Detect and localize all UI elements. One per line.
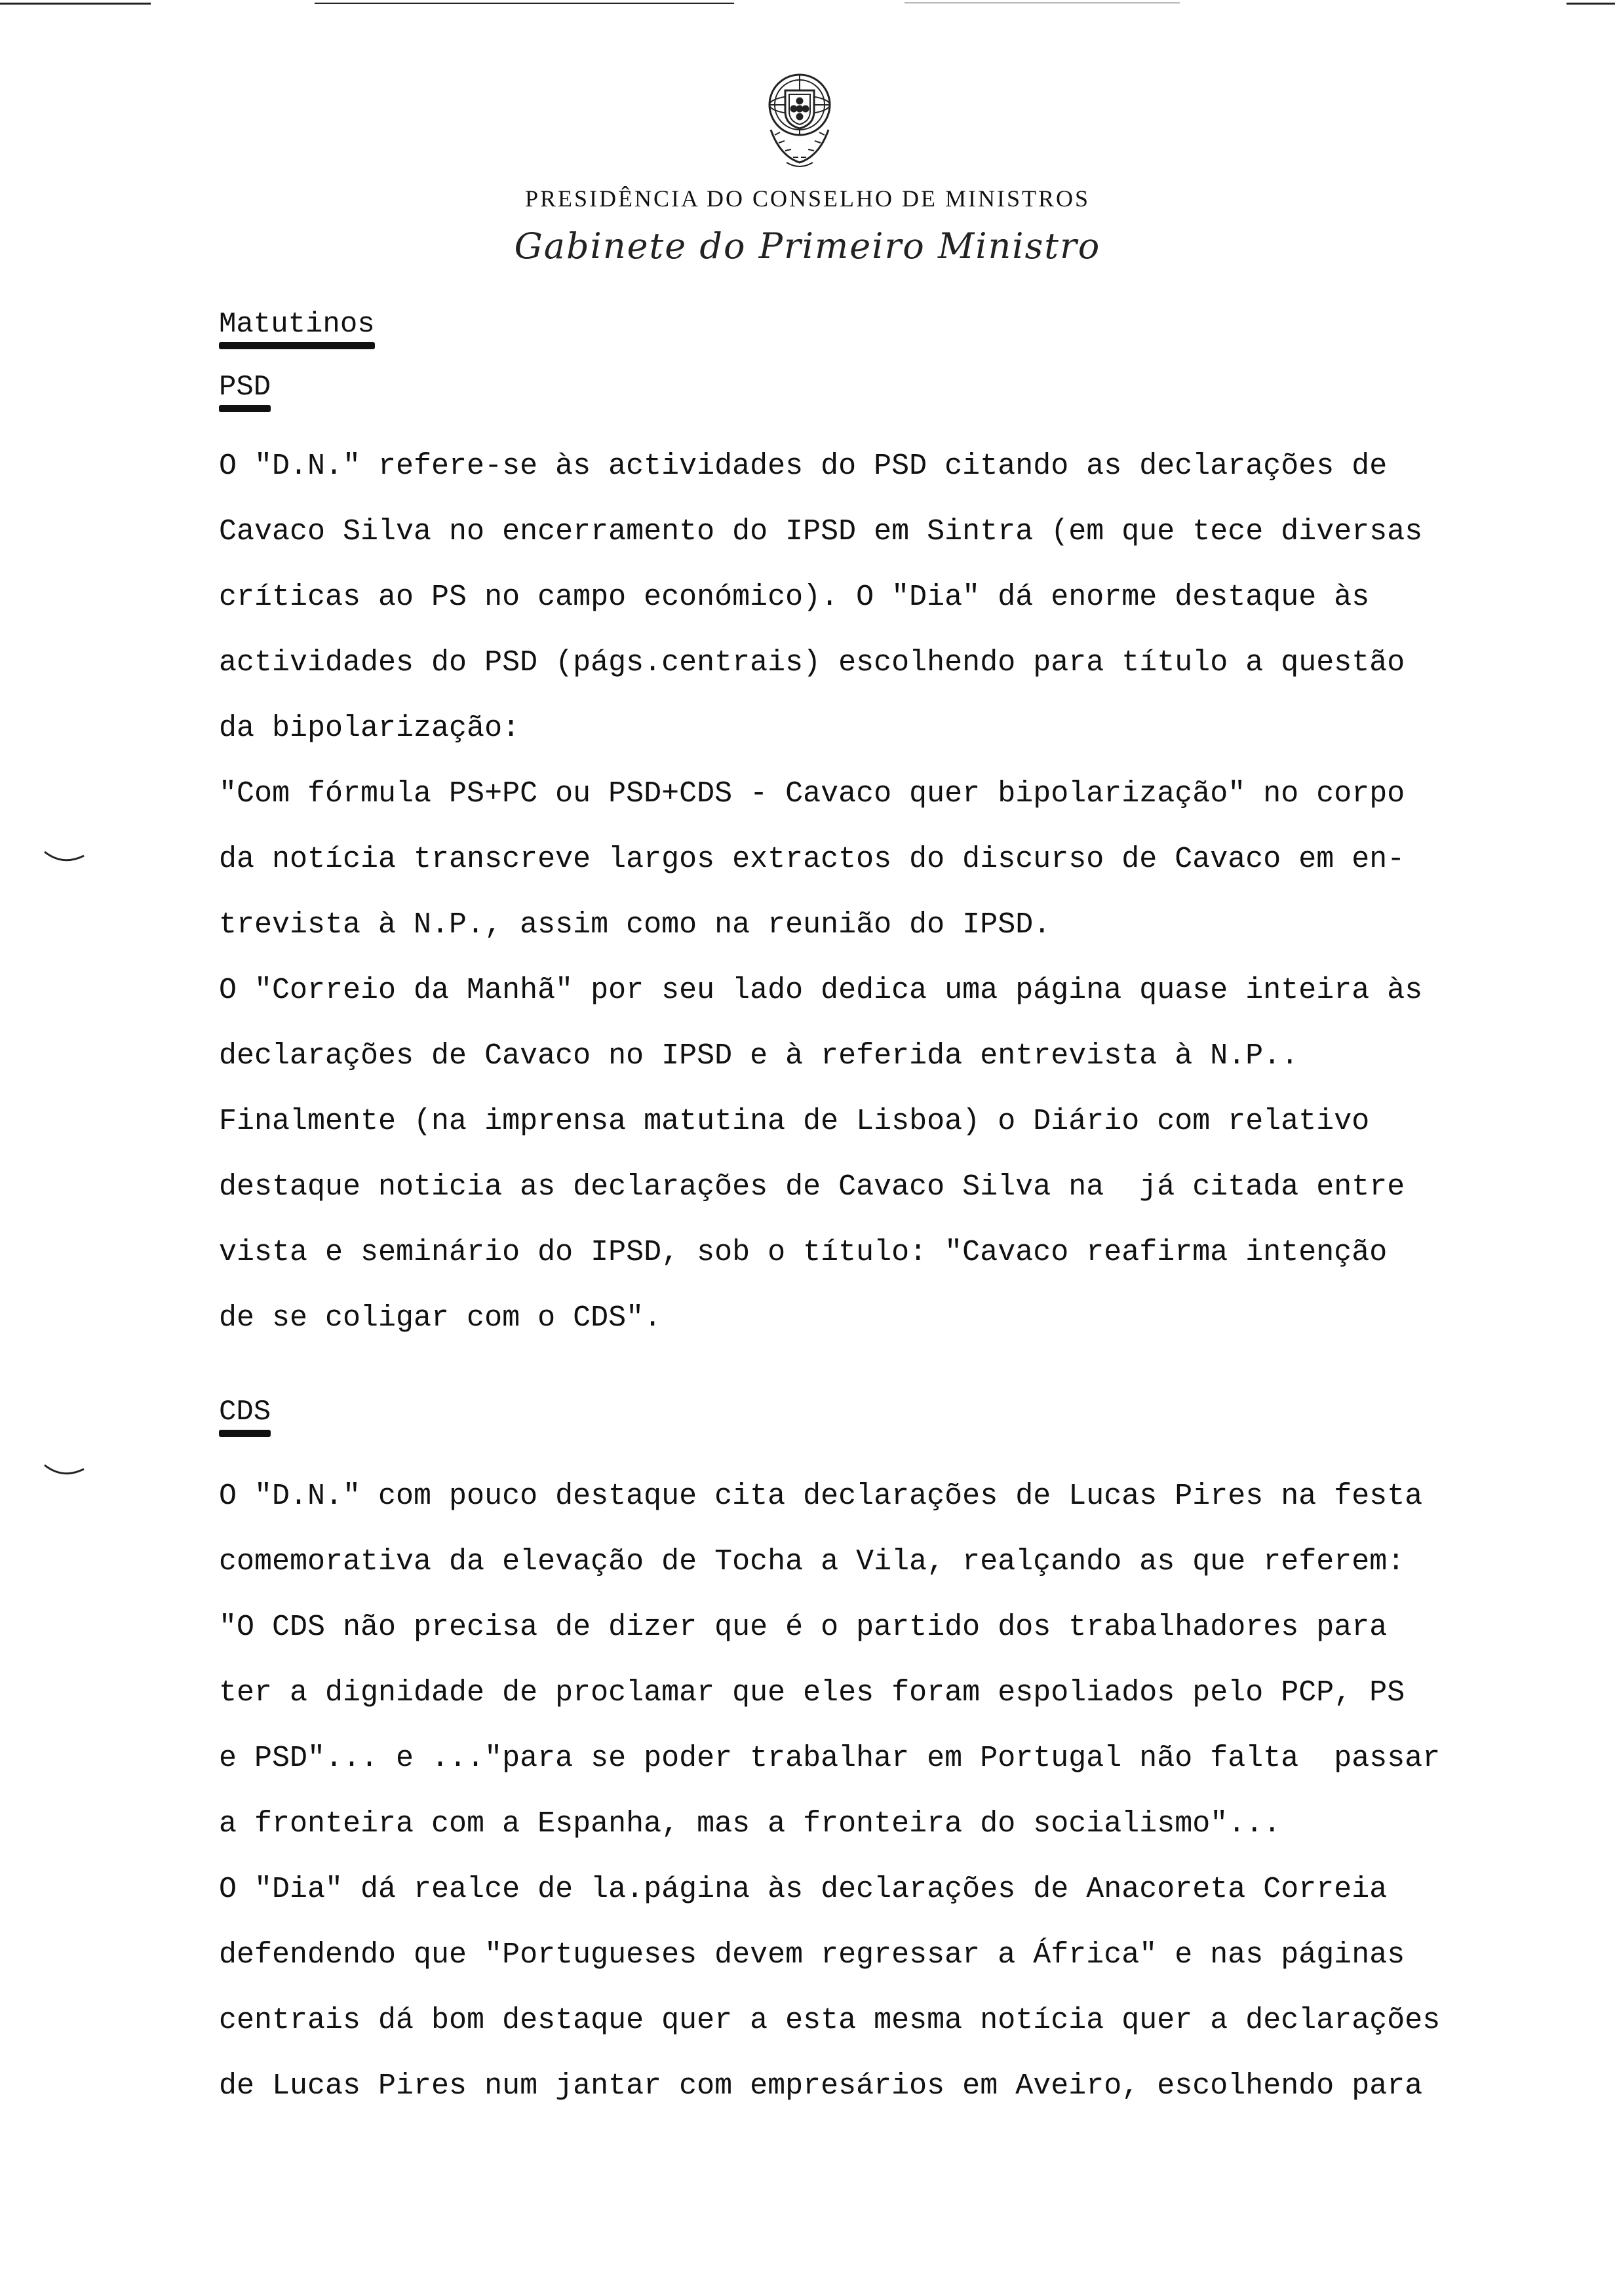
- section-heading-psd-label: PSD: [219, 371, 271, 404]
- text-line: da bipolarização:: [219, 712, 520, 745]
- letterhead-office-signature: Gabinete do Primeiro Ministro: [514, 225, 1101, 267]
- text-line: vista e seminário do IPSD, sob o título: "Cavaco reafirma intenção: [219, 1236, 1388, 1269]
- text-line: destaque noticia as declarações de Cavaco Silva na já citada entre: [219, 1170, 1405, 1204]
- text-line: defendendo que "Portugueses devem regressar a África" e nas páginas: [219, 1938, 1405, 1972]
- letterhead-institution: PRESIDÊNCIA DO CONSELHO DE MINISTROS: [524, 185, 1091, 212]
- text-line: O "Correio da Manhã" por seu lado dedica uma página quase inteira às: [219, 974, 1423, 1007]
- text-line: "Com fórmula PS+PC ou PSD+CDS - Cavaco quer bipolarização" no corpo: [219, 777, 1405, 811]
- scan-edge-mark: [1566, 3, 1615, 5]
- text-line: comemorativa da elevação de Tocha a Vila, realçando as que referem:: [219, 1545, 1405, 1578]
- text-line: centrais dá bom destaque quer a esta mesma notícia quer a declarações: [219, 2004, 1441, 2037]
- text-line: trevista à N.P., assim como na reunião do IPSD.: [219, 908, 1051, 942]
- text-line: Cavaco Silva no encerramento do IPSD em Sintra (em que tece diversas: [219, 515, 1423, 548]
- text-line: ter a dignidade de proclamar que eles foram espoliados pelo PCP, PS: [219, 1676, 1405, 1710]
- text-line: actividades do PSD (págs.centrais) escolhendo para título a questão: [219, 646, 1405, 679]
- underline: [219, 405, 271, 412]
- text-line: da notícia transcreve largos extractos do discurso de Cavaco em en-: [219, 843, 1405, 876]
- section-heading-cds-label: CDS: [219, 1396, 271, 1428]
- text-line: O "D.N." refere-se às actividades do PSD citando as declarações de: [219, 450, 1388, 483]
- section-heading-matutinos: [219, 308, 375, 349]
- section-heading-cds: [219, 1396, 271, 1437]
- text-line: "O CDS não precisa de dizer que é o partido dos trabalhadores para: [219, 1611, 1388, 1644]
- text-line: e PSD"... e ..."para se poder trabalhar em Portugal não falta passar: [219, 1742, 1441, 1775]
- text-line: Finalmente (na imprensa matutina de Lisboa) o Diário com relativo: [219, 1105, 1370, 1138]
- text-line: de se coligar com o CDS".: [219, 1301, 662, 1335]
- text-line: O "D.N." com pouco destaque cita declarações de Lucas Pires na festa: [219, 1480, 1423, 1513]
- scan-edge-mark: [0, 3, 151, 5]
- section-heading-matutinos-label: Matutinos: [219, 308, 375, 341]
- section-heading-psd: [219, 371, 271, 412]
- underline: [219, 1430, 271, 1437]
- text-line: de Lucas Pires num jantar com empresários em Aveiro, escolhendo para: [219, 2069, 1423, 2103]
- text-line: O "Dia" dá realce de la.página às declarações de Anacoreta Correia: [219, 1873, 1388, 1906]
- text-line: a fronteira com a Espanha, mas a fronteira do socialismo"...: [219, 1807, 1281, 1841]
- text-line: críticas ao PS no campo económico). O "Dia" dá enorme destaque às: [219, 581, 1370, 614]
- margin-punch-mark: [43, 849, 85, 868]
- text-line: declarações de Cavaco no IPSD e à referida entrevista à N.P..: [219, 1039, 1299, 1073]
- margin-punch-mark: [43, 1463, 85, 1481]
- underline: [219, 342, 375, 349]
- coat-of-arms-emblem: [734, 58, 865, 176]
- scan-edge-mark: [315, 3, 734, 4]
